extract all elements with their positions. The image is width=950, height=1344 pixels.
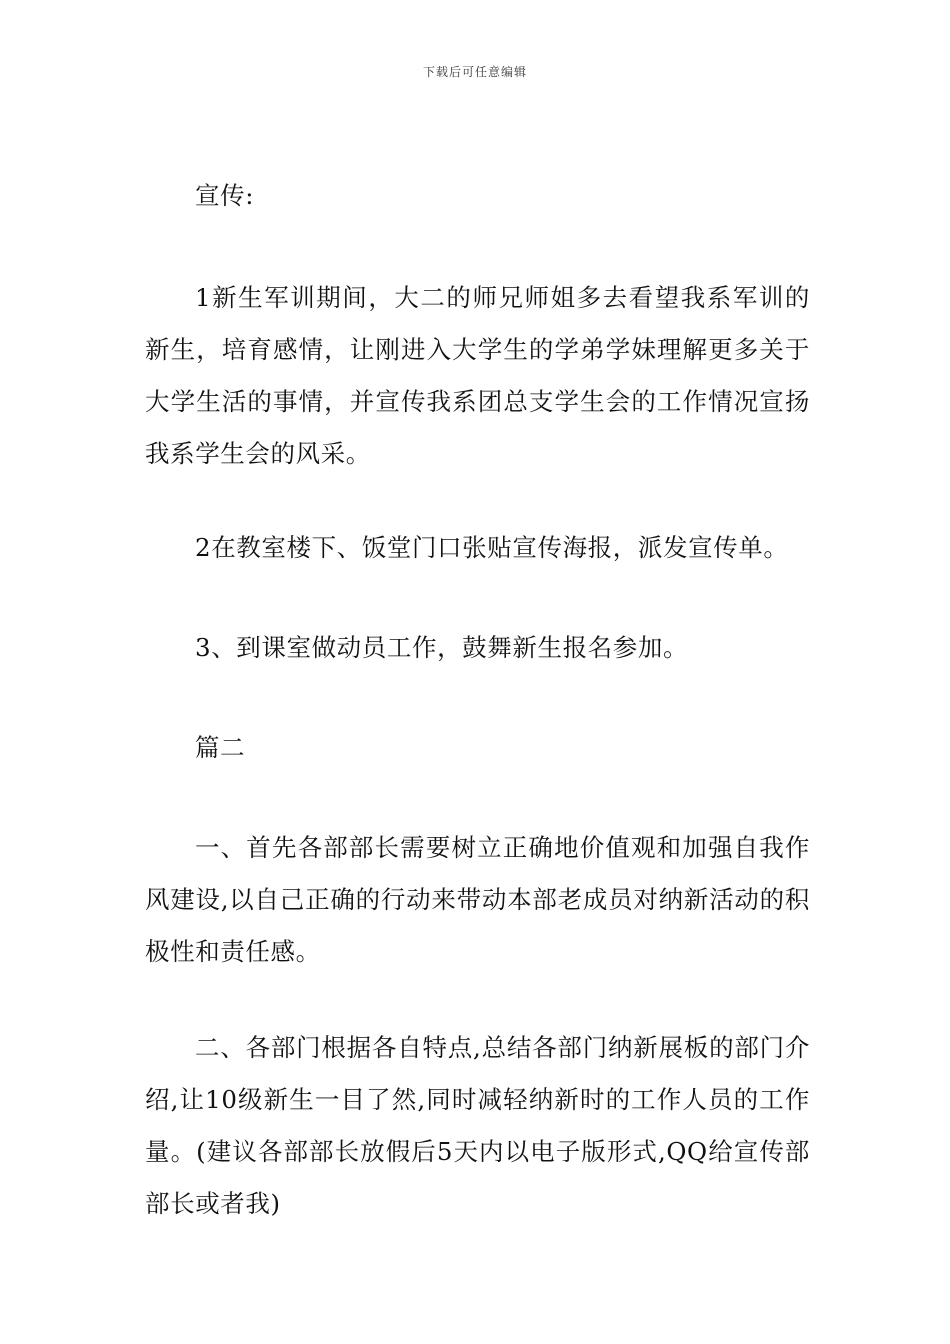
section-heading-publicity: 宣传: [195, 181, 255, 210]
paragraph-posters: 2在教室楼下、饭堂门口张贴宣传海报，派发宣传单。 [195, 533, 789, 562]
paragraph-classroom-mobilization: 3、到课室做动员工作，鼓舞新生报名参加。 [195, 633, 689, 662]
page-header-note: 下载后可任意编辑 [422, 65, 527, 79]
paragraph-military-training: 1新生军训期间，大二的师兄师姐多去看望我系军训的新生，培育感情，让刚进入大学生的学弟学妹理解更多关于大学生活的事情，并宣传我系团总支学生会的工作情况宣扬我系学生会的风采。 [145, 283, 810, 468]
section-heading-part-two: 篇二 [195, 733, 246, 762]
paragraph-department-boards: 二、各部门根据各自特点,总结各部门纳新展板的部门介绍,让10级新生一目了然,同时减轻纳新时的工作人员的工作量。(建议各部部长放假后5天内以电子版形式,QQ给宣传部部长或者我) [145, 1033, 810, 1218]
paragraph-ministers-values: 一、首先各部部长需要树立正确地价值观和加强自我作风建设,以自己正确的行动来带动本部老成员对纳新活动的积极性和责任感。 [145, 833, 810, 966]
